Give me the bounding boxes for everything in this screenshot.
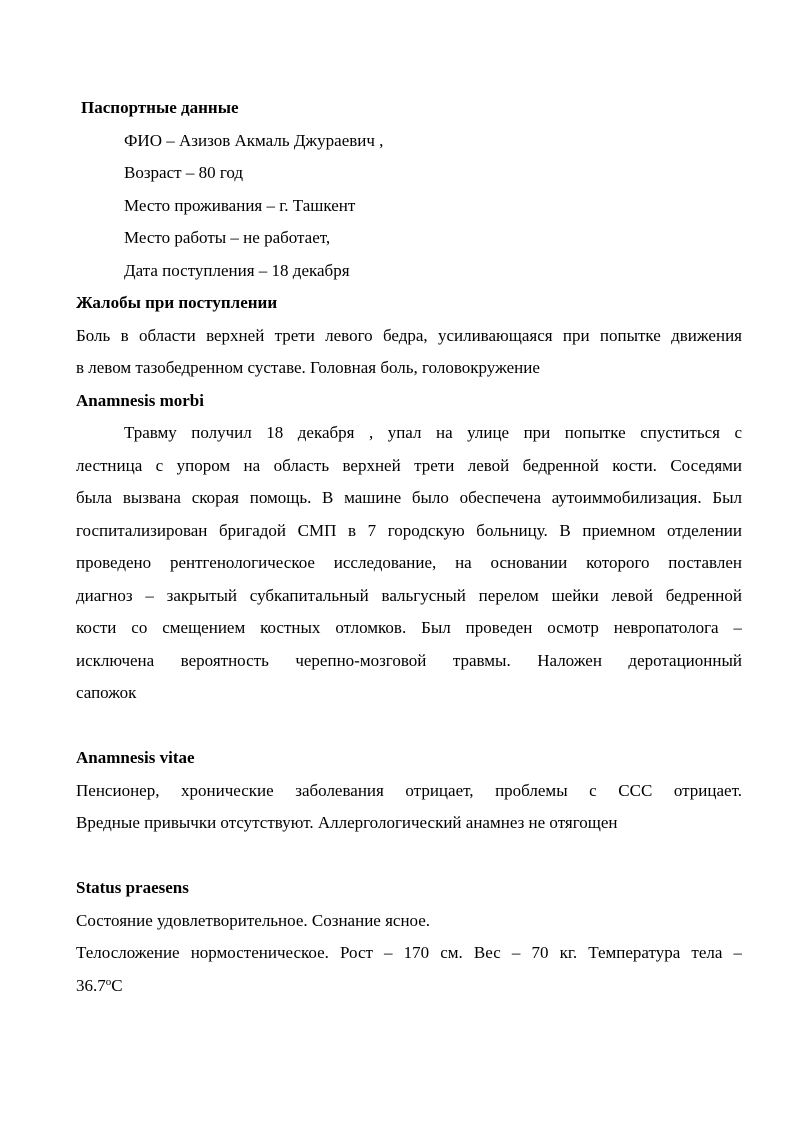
temperature-degree: o <box>105 975 112 988</box>
anamnesis-morbi-line: сапожок <box>76 683 137 702</box>
complaints-line: Боль в области верхней трети левого бедра, усиливающаяся при попытке движения <box>76 325 742 345</box>
passport-heading: Паспортные данные <box>81 98 239 117</box>
temperature-value <box>76 970 742 1003</box>
passport-residence: Место проживания – г. Ташкент <box>124 195 356 215</box>
status-praesens-line: Телосложение нормостеническое. Рост – 170 см. Вес – 70 кг. Температура тела – <box>76 943 742 962</box>
passport-age: Возраст – 80 год <box>124 163 244 182</box>
document-page <box>76 92 742 1002</box>
anamnesis-vitae-line: Пенсионер, хронические заболевания отрицает, проблемы с ССС отрицает. <box>76 780 742 800</box>
spacer <box>76 710 742 743</box>
temperature-number: 36.7 <box>76 975 106 995</box>
anamnesis-morbi-line: лестница с упором на область верхней трети левой бедренной кости. Соседями <box>76 455 742 475</box>
passport-fio: ФИО – Азизов Акмаль Джураевич , <box>124 130 384 150</box>
anamnesis-morbi-line: диагноз – закрытый субкапитальный вальгусный перелом шейки левой бедренной <box>76 585 742 605</box>
anamnesis-morbi-line: Травму получил 18 декабря , упал на улице при попытке спуститься с <box>124 423 742 442</box>
anamnesis-morbi-line: исключена вероятность черепно-мозговой травмы. Наложен деротационный <box>76 650 742 670</box>
anamnesis-morbi-line: госпитализирован бригадой СМП в 7 городскую больницу. В приемном отделении <box>76 520 742 540</box>
complaints-heading: Жалобы при поступлении <box>76 293 278 312</box>
passport-admission: Дата поступления – 18 декабря <box>124 260 350 280</box>
anamnesis-morbi-line: была вызвана скорая помощь. В машине было обеспечена аутоиммобилизация. Был <box>76 488 742 507</box>
status-praesens-line: Состояние удовлетворительное. Сознание ясное. <box>76 910 431 930</box>
passport-work: Место работы – не работает, <box>124 228 331 247</box>
anamnesis-morbi-line: проведено рентгенологическое исследование, на основании которого поставлен <box>76 553 742 572</box>
temperature-unit: C <box>111 975 123 995</box>
anamnesis-vitae-heading: Anamnesis vitae <box>76 748 195 767</box>
complaints-line: в левом тазобедренном суставе. Головная боль, головокружение <box>76 358 540 377</box>
spacer <box>76 840 742 873</box>
status-praesens-heading: Status praesens <box>76 878 189 897</box>
anamnesis-vitae-line: Вредные привычки отсутствуют. Аллергологический анамнез не отягощен <box>76 813 618 832</box>
anamnesis-morbi-heading: Anamnesis morbi <box>76 390 204 410</box>
anamnesis-morbi-line: кости со смещением костных отломков. Был проведен осмотр невропатолога – <box>76 618 742 637</box>
